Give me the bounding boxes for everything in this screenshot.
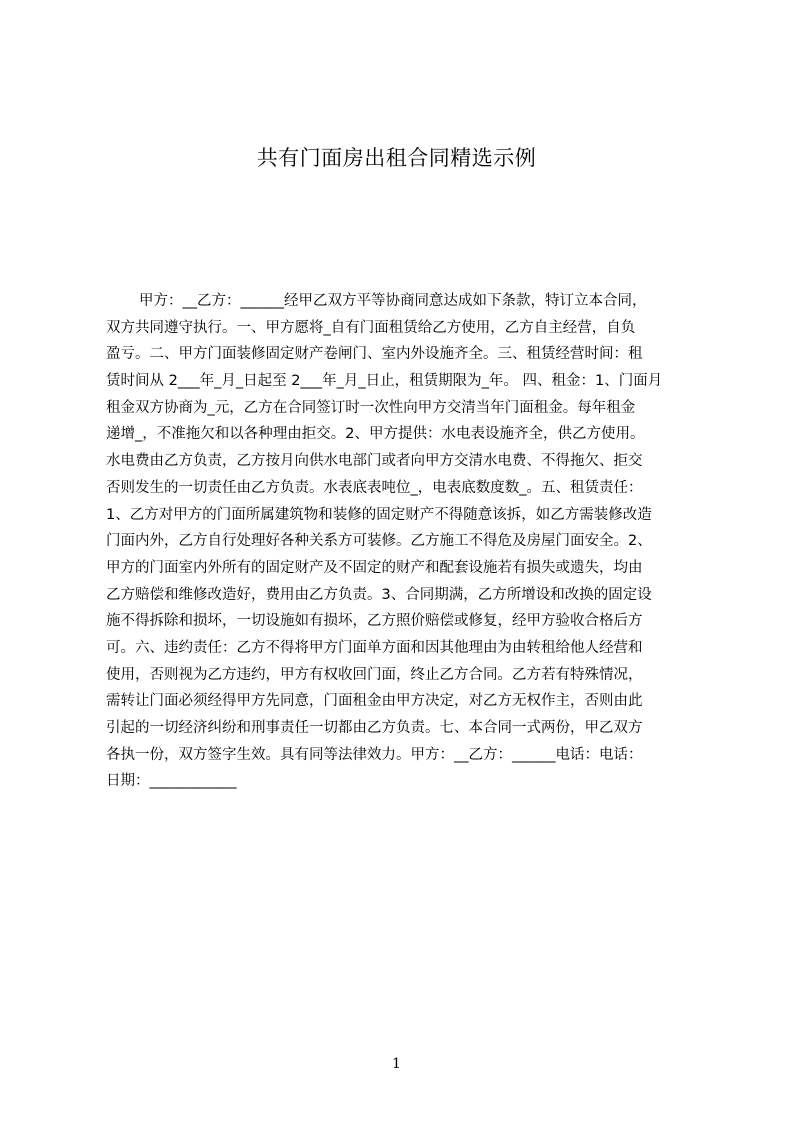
body-line: 双方共同遵守执行。一、甲方愿将_自有门面租赁给乙方使用，乙方自主经营，自负 <box>106 319 636 336</box>
body-line: 甲方的门面室内外所有的固定财产及不固定的财产和配套设施若有损失或遗失，均由 <box>106 559 643 576</box>
body-line: 乙方赔偿和维修改造好，费用由乙方负责。3、合同期满，乙方所增设和改换的固定设 <box>106 586 652 603</box>
body-line: 租金双方协商为_元，乙方在合同签订时一次性向甲方交清当年门面租金。每年租金 <box>106 399 636 416</box>
body-line: 需转让门面必须经得甲方先同意，门面租金由甲方决定，对乙方无权作主，否则由此 <box>106 693 643 710</box>
body-line: 甲方：__乙方：______经甲乙双方平等协商同意达成如下条款，特订立本合同， <box>139 293 647 309</box>
body-line: 各执一份，双方签字生效。具有同等法律效力。甲方：__乙方：______电话：电话： <box>106 746 643 763</box>
body-line: 门面内外，乙方自行处理好各种关系方可装修。乙方施工不得危及房屋门面安全。2、 <box>106 533 652 550</box>
body-line: 日期：____________ <box>106 773 237 790</box>
body-line: 可。六、违约责任：乙方不得将甲方门面单方面和因其他理由为由转租给他人经营和 <box>106 639 643 656</box>
body-line: 施不得拆除和损坏，一切设施如有损坏，乙方照价赔偿或修复，经甲方验收合格后方 <box>106 613 643 630</box>
body-line: 水电费由乙方负责，乙方按月向供水电部门或者向甲方交清水电费、不得拖欠、拒交 <box>106 453 643 470</box>
document-title: 共有门面房出租合同精选示例 <box>256 146 537 170</box>
body-line: 盈亏。二、甲方门面装修固定财产卷闸门、室内外设施齐全。三、租赁经营时间：租 <box>106 346 643 363</box>
body-line: 否则发生的一切责任由乙方负责。水表底表吨位_，电表底数度数_。五、租赁责任： <box>106 479 643 496</box>
body-line: 1、乙方对甲方的门面所属建筑物和装修的固定财产不得随意该拆，如乙方需装修改造 <box>106 506 652 523</box>
body-line: 赁时间从 2___年_月_日起至 2___年_月_日止，租赁期限为_年。 四、租金：1、门面月 <box>106 373 663 390</box>
page-number: 1 <box>392 1056 401 1072</box>
body-line: 引起的一切经济纠纷和刑事责任一切都由乙方负责。七、本合同一式两份，甲乙双方 <box>106 720 643 736</box>
body-line: 使用，否则视为乙方违约，甲方有权收回门面，终止乙方合同。乙方若有特殊情况， <box>106 666 643 683</box>
contract-body <box>106 288 699 808</box>
body-line: 递增_，不准拖欠和以各种理由拒交。2、甲方提供：水电表设施齐全，供乙方使用。 <box>106 426 645 443</box>
